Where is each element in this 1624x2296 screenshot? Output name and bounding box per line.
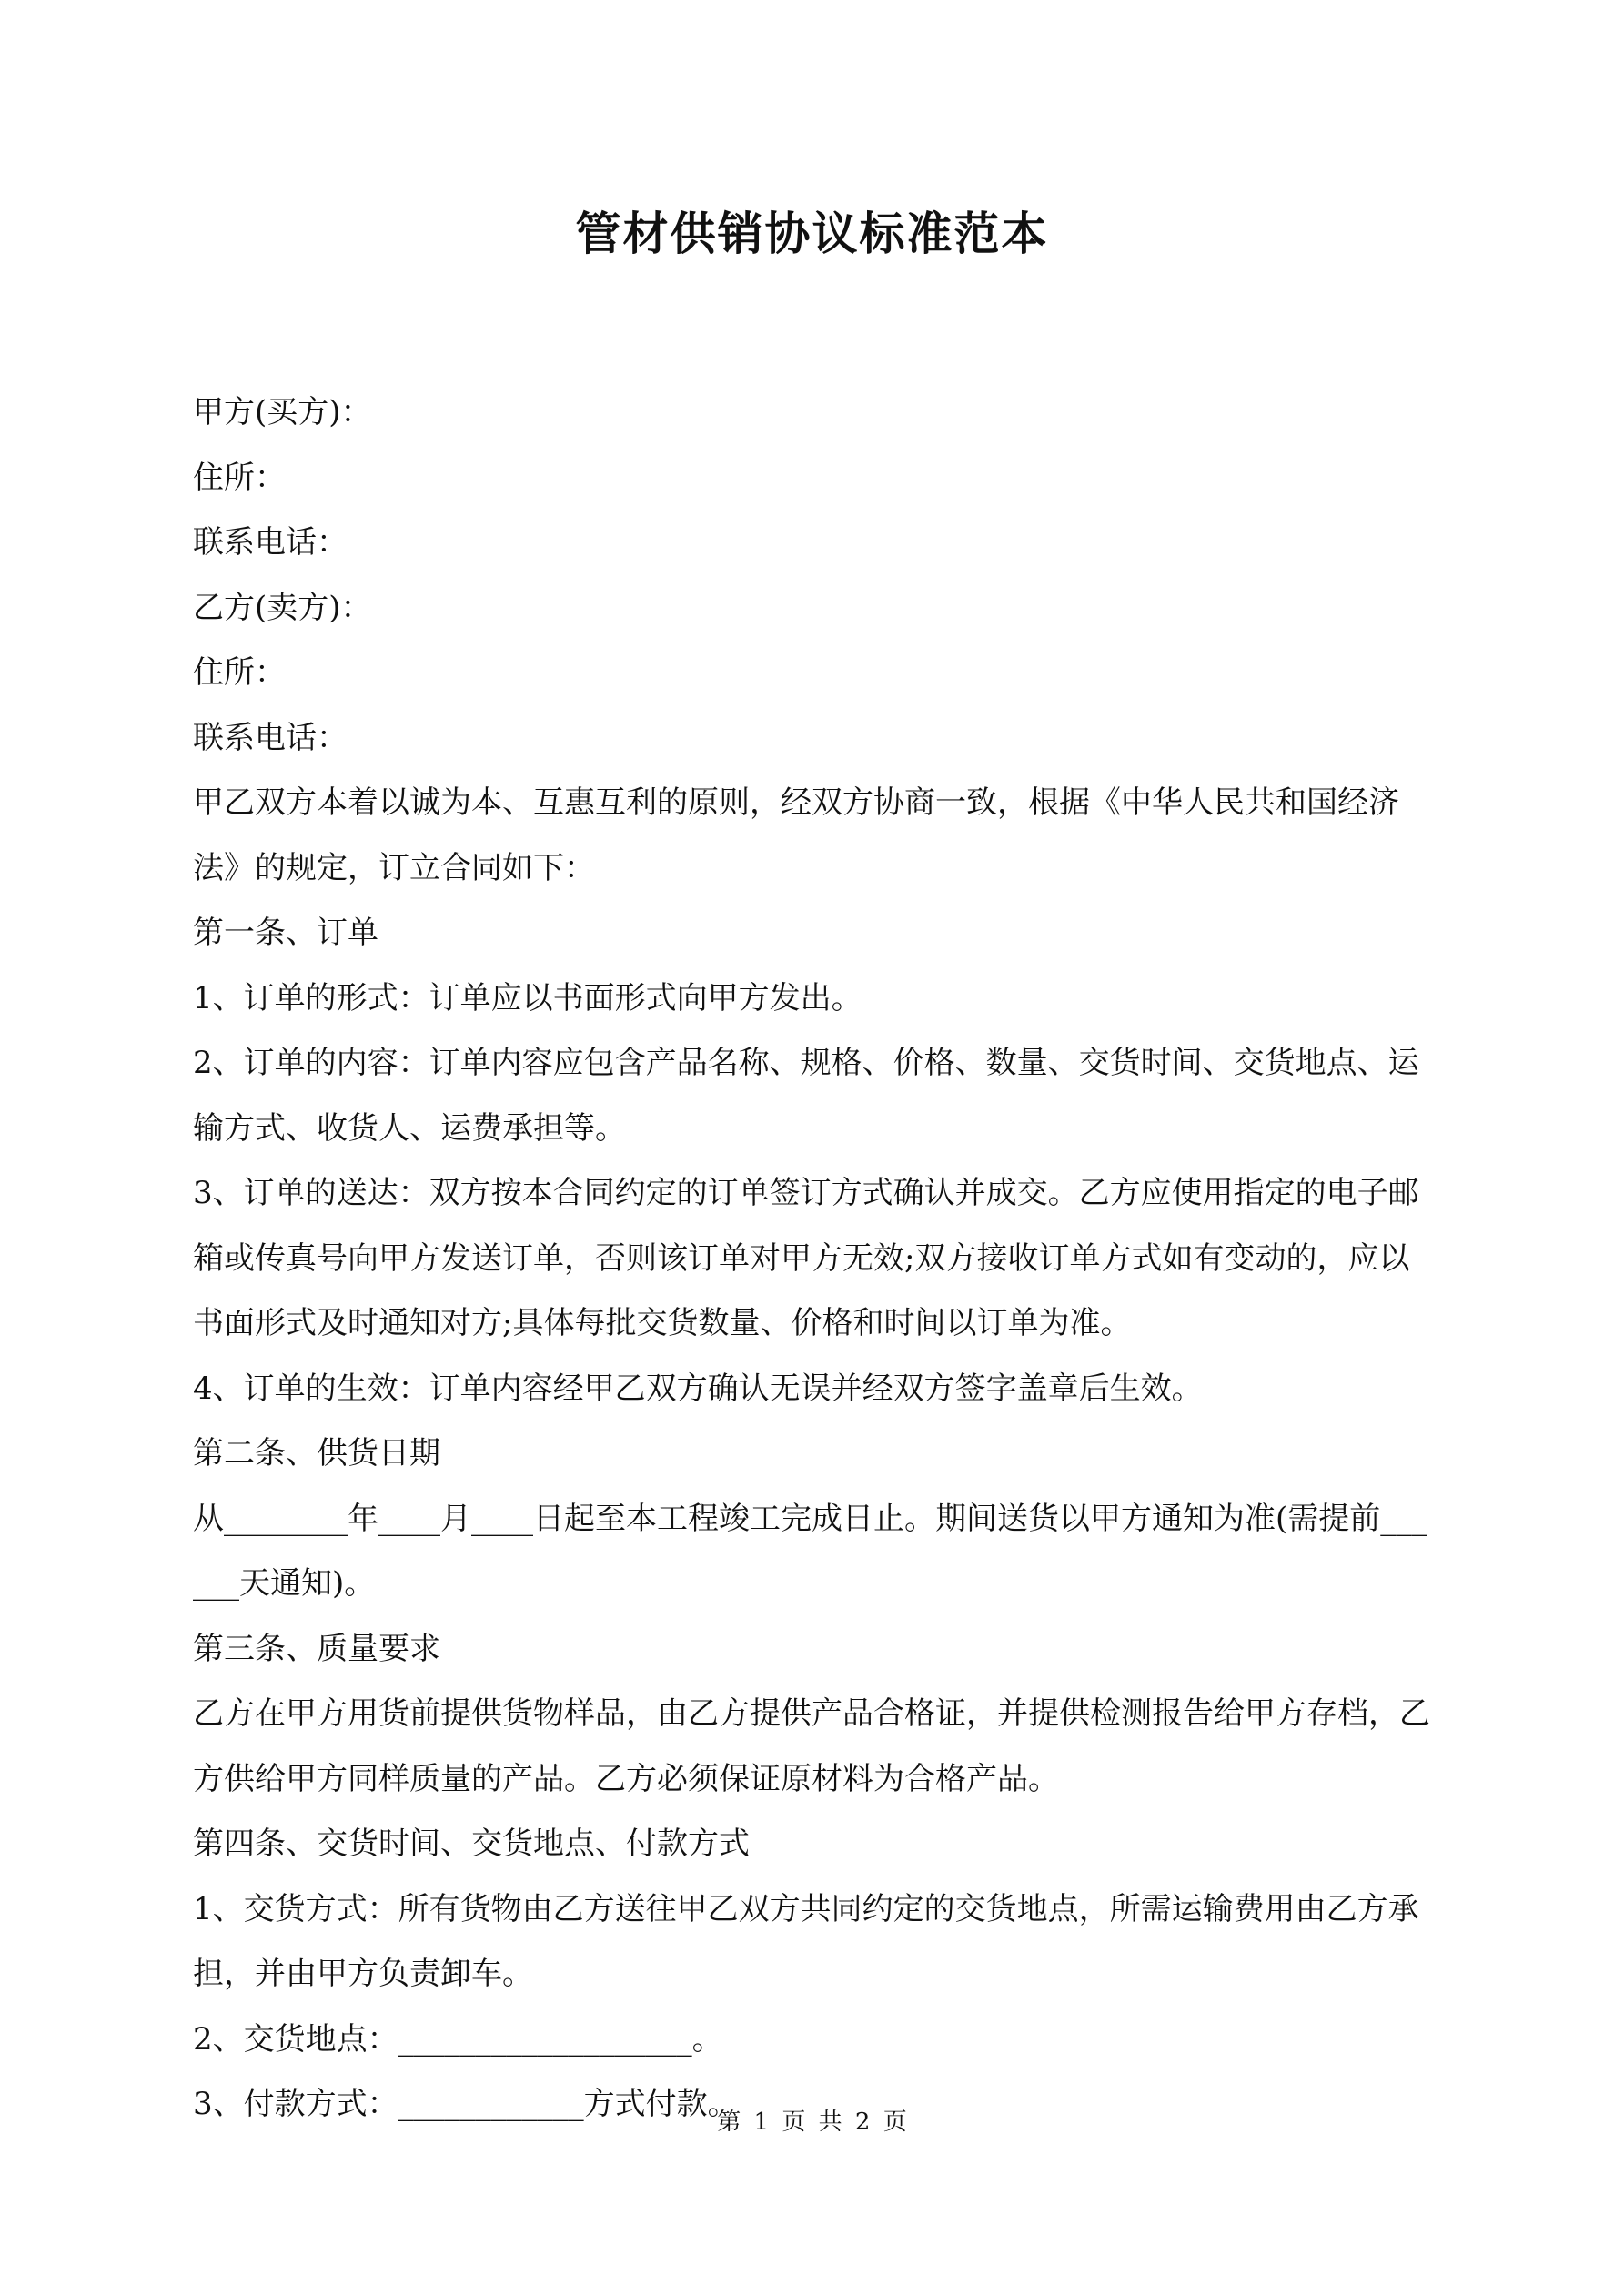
article-1-clause-2: 2、订单的内容：订单内容应包含产品名称、规格、价格、数量、交货时间、交货地点、运输方式、收货人、运费承担等。 [193, 1045, 1419, 1147]
article-4-heading: 第四条、交货时间、交货地点、付款方式 [193, 1826, 750, 1862]
party-a-address: 住所： [193, 459, 286, 496]
page-number-footer: 第 1 页 共 2 页 [717, 2109, 907, 2136]
party-b-seller: 乙方(卖方)： [193, 589, 372, 626]
article-1-clause-3: 3、订单的送达：双方按本合同约定的订单签订方式确认并成交。乙方应使用指定的电子邮箱或传真号向甲方发送订单，否则该订单对甲方无效;双方接收订单方式如有变动的，应以书面形式及时通知对方;具体每批交货数量、价格和时间以订单为准。 [193, 1175, 1419, 1341]
article-3-heading: 第三条、质量要求 [193, 1630, 440, 1667]
article-4-clause-3: 3、付款方式：____________方式付款。 [193, 2086, 739, 2122]
document-body [193, 380, 1439, 2138]
article-1-heading: 第一条、订单 [193, 915, 378, 951]
document-title: 管材供销协议标准范本 [575, 207, 1049, 260]
article-4-clause-1: 1、交货方式：所有货物由乙方送往甲乙双方共同约定的交货地点，所需运输费用由乙方承担，并由甲方负责卸车。 [193, 1890, 1419, 1992]
article-2-body: 从________年____月____日起至本工程竣工完成日止。期间送货以甲方通知为准(需提前______天通知)。 [193, 1500, 1427, 1602]
article-2-heading: 第二条、供货日期 [193, 1435, 440, 1472]
party-b-address: 住所： [193, 654, 286, 691]
article-3-body: 乙方在甲方用货前提供货物样品，由乙方提供产品合格证，并提供检测报告给甲方存档，乙方供给甲方同样质量的产品。乙方必须保证原材料为合格产品。 [193, 1695, 1430, 1797]
article-1-clause-1: 1、订单的形式：订单应以书面形式向甲方发出。 [193, 979, 862, 1017]
preamble-paragraph: 甲乙双方本着以诚为本、互惠互利的原则，经双方协商一致，根据《中华人民共和国经济法》的规定，订立合同如下： [193, 784, 1399, 886]
party-a-buyer: 甲方(买方)： [193, 394, 372, 430]
article-1-clause-4: 4、订单的生效：订单内容经甲乙双方确认无误并经双方签字盖章后生效。 [193, 1370, 1203, 1407]
party-a-phone: 联系电话： [193, 524, 348, 561]
article-4-clause-2: 2、交货地点：___________________。 [193, 2020, 723, 2058]
party-b-phone: 联系电话： [193, 719, 348, 756]
